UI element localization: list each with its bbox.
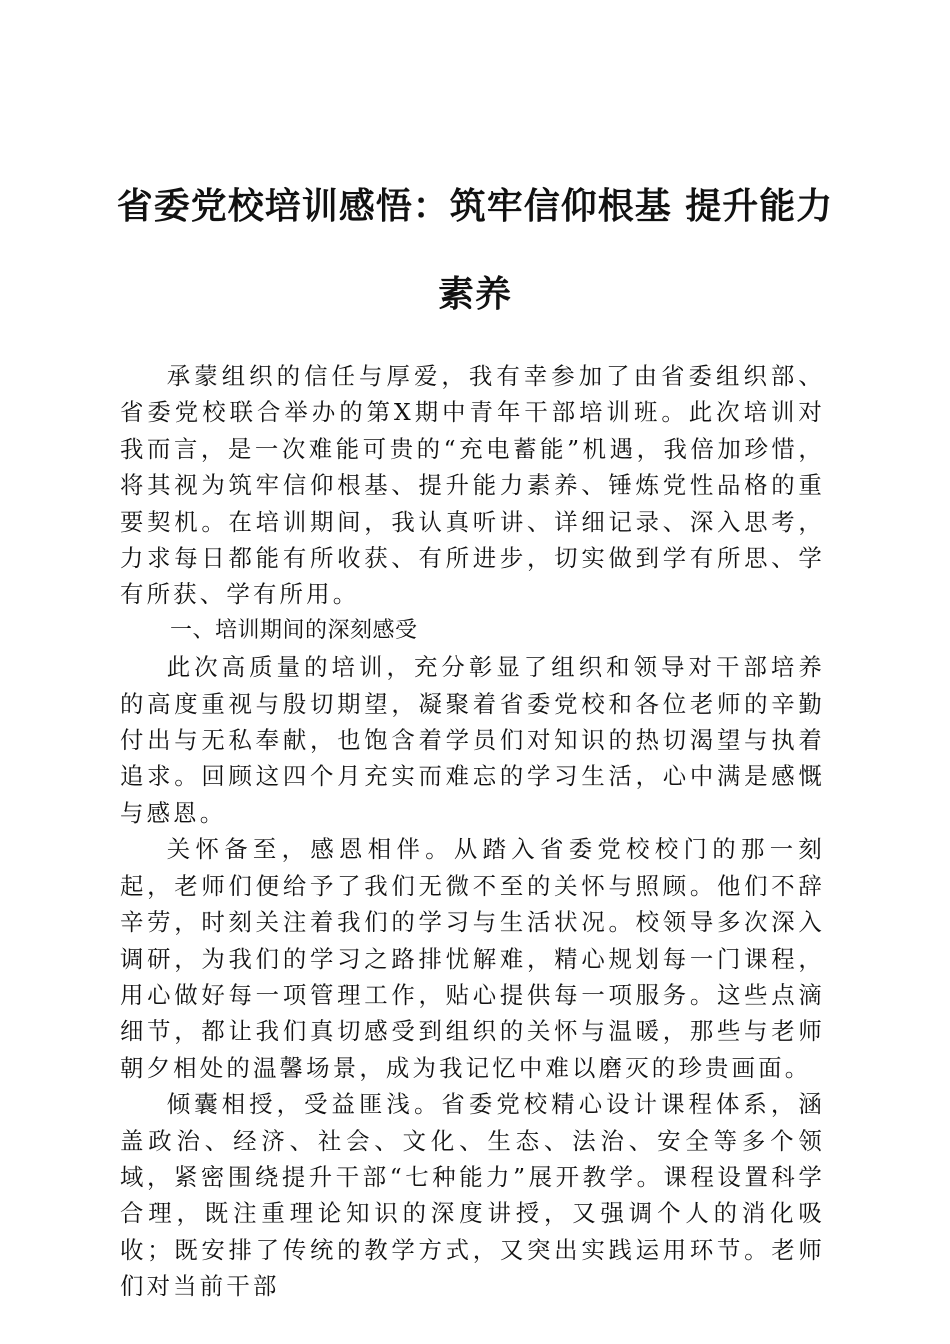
section-heading: 一、培训期间的深刻感受: [170, 617, 418, 643]
section-paragraph: 此次高质量的培训，充分彰显了组织和领导对干部培养的高度重视与殷切期望，凝聚着省委党校和各位老师的辛勤付出与无私奉献，也饱含着学员们对知识的热切渴望与执着追求。回顾这四个月充实而难忘的学习生活，心中满是感慨与感恩。: [120, 653, 825, 827]
document-title: 省委党校培训感悟：筑牢信仰根基 提升能力素养: [116, 185, 834, 315]
document-body: [120, 358, 825, 1305]
section-paragraph: 关怀备至，感恩相伴。从踏入省委党校校门的那一刻起，老师们便给予了我们无微不至的关怀与照顾。他们不辞辛劳，时刻关注着我们的学习与生活状况。校领导多次深入调研，为我们的学习之路排忧解难，精心规划每一门课程，用心做好每一项管理工作，贴心提供每一项服务。这些点滴细节，都让我们真切感受到组织的关怀与温暖，那些与老师朝夕相处的温馨场景，成为我记忆中难以磨灭的珍贵画面。: [120, 835, 825, 1082]
intro-paragraph: 承蒙组织的信任与厚爱，我有幸参加了由省委组织部、省委党校联合举办的第X期中青年干部培训班。此次培训对我而言，是一次难能可贵的“充电蓄能”机遇，我倍加珍惜，将其视为筑牢信仰根基、提升能力素养、锤炼党性品格的重要契机。在培训期间，我认真听讲、详细记录、深入思考，力求每日都能有所收获、有所进步，切实做到学有所思、学有所获、学有所用。: [120, 362, 825, 609]
section-paragraph: 倾囊相授，受益匪浅。省委党校精心设计课程体系，涵盖政治、经济、社会、文化、生态、法治、安全等多个领域，紧密围绕提升干部“七种能力”展开教学。课程设置科学合理，既注重理论知识的深度讲授，又强调个人的消化吸收；既安排了传统的教学方式，又突出实践运用环节。老师们对当前干部: [120, 1090, 825, 1301]
